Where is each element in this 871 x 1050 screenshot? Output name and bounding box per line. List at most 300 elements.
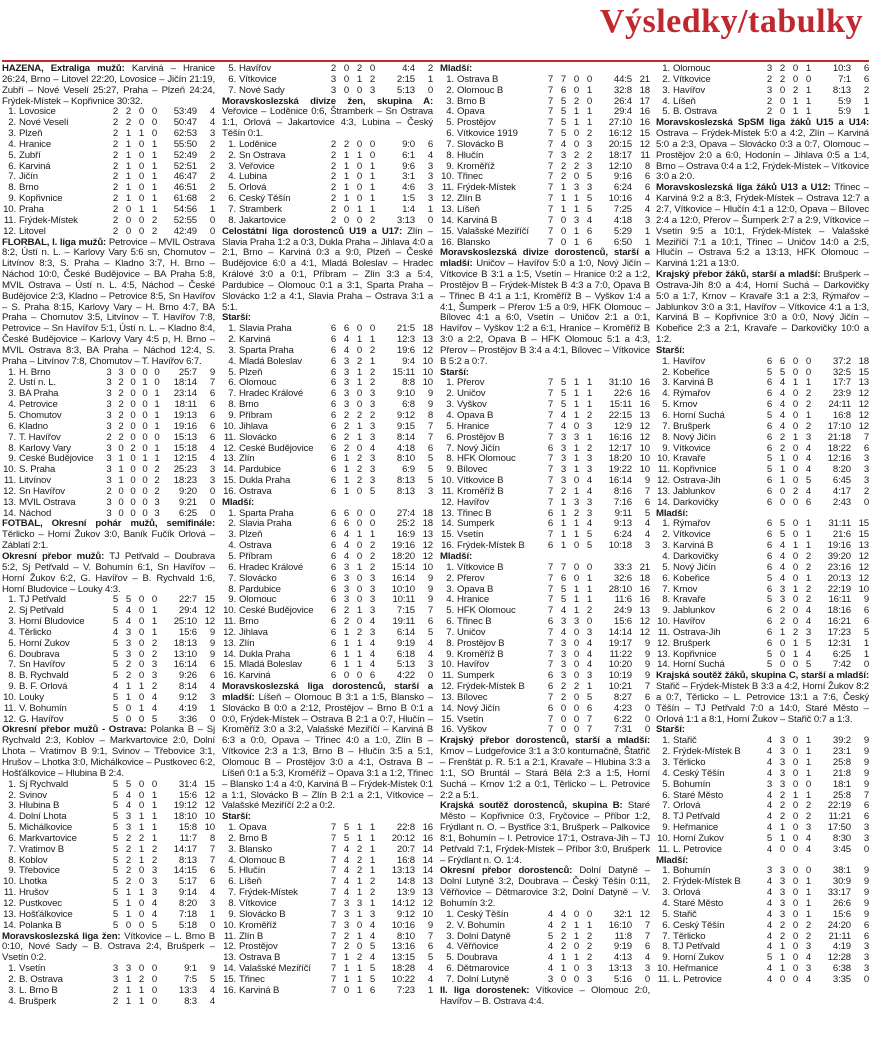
score-cell: 21:8 bbox=[832, 768, 851, 779]
team-name-cell: Bohumín bbox=[673, 779, 711, 790]
stat-cell: 2 bbox=[112, 161, 119, 172]
points-cell: 16 bbox=[422, 833, 433, 844]
stat-cell: 0 bbox=[142, 411, 148, 421]
table-row bbox=[2, 639, 215, 650]
table-row bbox=[222, 834, 433, 845]
stat-cell: 0 bbox=[779, 497, 786, 508]
points-cell: 3 bbox=[644, 964, 650, 975]
stat-cell: 3 bbox=[106, 476, 112, 487]
rank-cell: 10. bbox=[3, 692, 16, 703]
rank-cell: 3. bbox=[446, 584, 454, 595]
score-cell: 15:14 bbox=[391, 562, 415, 573]
stat-cell: 1 bbox=[792, 790, 799, 801]
rank-cell: 1. bbox=[662, 866, 670, 877]
stat-cell: 2 bbox=[330, 161, 337, 172]
rank-cell: 10. bbox=[657, 454, 670, 465]
table-row bbox=[222, 400, 433, 411]
stat-cell: 4 bbox=[586, 649, 593, 660]
team-name-cell: Ostrava bbox=[239, 486, 272, 497]
stat-cell: 2 bbox=[369, 551, 376, 562]
stat-cell: 3 bbox=[151, 888, 158, 899]
stat-cell: 0 bbox=[792, 465, 799, 476]
score-cell: 7:15 bbox=[396, 606, 415, 617]
table-row bbox=[2, 118, 215, 129]
stat-cell: 5 bbox=[586, 172, 593, 183]
stat-cell: 3 bbox=[343, 584, 350, 595]
stat-cell: 3 bbox=[573, 215, 580, 226]
score-cell: 6:14 bbox=[396, 627, 415, 638]
rank-cell: 7. bbox=[228, 85, 236, 96]
team-name-cell: Brušperk bbox=[19, 996, 57, 1007]
table-row bbox=[440, 671, 650, 682]
stat-cell: 1 bbox=[125, 194, 132, 205]
stat-cell: 2 bbox=[125, 877, 132, 888]
stat-cell: 1 bbox=[138, 823, 145, 834]
stat-cell: 5 bbox=[125, 595, 132, 606]
table-row bbox=[2, 650, 215, 661]
stat-cell: 7 bbox=[547, 562, 554, 573]
rank-cell: 5. bbox=[8, 411, 16, 421]
table-row bbox=[222, 986, 433, 997]
team-name-cell: V. Bohumín bbox=[19, 703, 67, 714]
rank-cell: 10. bbox=[441, 172, 454, 183]
score-cell: 7:23 bbox=[396, 985, 415, 996]
stat-cell: 0 bbox=[573, 74, 580, 85]
points-cell: 6 bbox=[863, 74, 869, 85]
score-cell: 16:11 bbox=[828, 595, 851, 606]
stat-cell: 3 bbox=[125, 823, 132, 834]
stat-cell: 0 bbox=[142, 367, 148, 378]
stat-cell: 3 bbox=[343, 909, 350, 920]
stat-cell: 0 bbox=[573, 541, 580, 552]
points-cell: 6 bbox=[209, 432, 215, 443]
table-row bbox=[656, 888, 869, 899]
stat-cell: 5 bbox=[112, 790, 119, 801]
points-cell: 15 bbox=[639, 129, 650, 140]
table-row bbox=[440, 595, 650, 606]
team-name-cell: Kroměříž B bbox=[457, 486, 504, 497]
table-row bbox=[2, 660, 215, 671]
score-cell: 10:16 bbox=[391, 920, 415, 931]
team-name-cell: Orlová bbox=[239, 183, 267, 194]
table-row bbox=[222, 476, 433, 487]
team-name-cell: Jihlava bbox=[239, 421, 268, 432]
stat-cell: 4 bbox=[586, 660, 593, 671]
rank-cell: 16. bbox=[441, 541, 454, 552]
score-cell: 12:9 bbox=[613, 421, 632, 432]
stat-cell: 7 bbox=[330, 823, 337, 834]
stat-cell: 0 bbox=[343, 64, 350, 74]
standings-table bbox=[222, 823, 433, 997]
stat-cell: 6 bbox=[547, 541, 554, 552]
rank-cell: 3. bbox=[446, 400, 454, 411]
points-cell: 0 bbox=[863, 497, 869, 508]
match-results-text: Těrlicko – Horní Žukov 3:0, Baník Fučík Orlová – Záblatí 2:1. bbox=[2, 529, 215, 552]
stat-cell: 6 bbox=[330, 671, 337, 682]
stat-cell: 6 bbox=[547, 703, 554, 714]
rank-cell: 1. bbox=[228, 508, 236, 519]
stat-cell: 3 bbox=[779, 758, 786, 768]
stat-cell: 0 bbox=[573, 638, 580, 649]
table-row bbox=[222, 465, 433, 476]
stat-cell: 2 bbox=[343, 931, 350, 942]
points-cell: 6 bbox=[863, 812, 869, 823]
stat-cell: 6 bbox=[779, 356, 786, 367]
stat-cell: 4 bbox=[766, 942, 773, 953]
stat-cell: 7 bbox=[330, 974, 337, 985]
table-row bbox=[440, 151, 650, 162]
rank-cell: 10. bbox=[657, 833, 670, 844]
team-name-cell: Pardubice bbox=[239, 584, 281, 595]
competition-heading: II. liga dorostenek: bbox=[440, 984, 530, 996]
standings-table bbox=[222, 140, 433, 227]
stat-cell: 1 bbox=[779, 627, 786, 638]
rank-cell: 15. bbox=[441, 714, 454, 725]
stat-cell: 4 bbox=[766, 974, 773, 985]
points-cell: 3 bbox=[863, 942, 869, 953]
stat-cell: 4 bbox=[766, 898, 773, 909]
team-name-cell: Krnov bbox=[673, 584, 698, 595]
table-row bbox=[440, 585, 650, 596]
stat-cell: 1 bbox=[356, 638, 363, 649]
stat-cell: 2 bbox=[118, 389, 124, 400]
score-cell: 21:11 bbox=[828, 931, 851, 942]
points-cell: 2 bbox=[427, 64, 433, 74]
table-row bbox=[2, 400, 215, 411]
stat-cell: 1 bbox=[792, 649, 799, 660]
team-name-cell: Slovácko B bbox=[457, 139, 504, 150]
stat-cell: 5 bbox=[112, 801, 119, 812]
table-row bbox=[656, 791, 869, 802]
stat-cell: 2 bbox=[779, 931, 786, 942]
stat-cell: 5 bbox=[547, 931, 554, 942]
stat-cell: 2 bbox=[343, 432, 350, 443]
stat-cell: 0 bbox=[573, 562, 580, 573]
table-row bbox=[2, 194, 215, 205]
points-cell: 13 bbox=[858, 541, 869, 552]
score-cell: 16:8 bbox=[832, 411, 851, 421]
score-cell: 4:19 bbox=[832, 942, 851, 953]
score-cell: 22:15 bbox=[608, 411, 632, 421]
team-name-cell: Líšeň bbox=[457, 204, 480, 215]
points-cell: 1 bbox=[427, 74, 433, 85]
stat-cell: 4 bbox=[125, 790, 132, 801]
score-cell: 25:10 bbox=[173, 617, 197, 628]
score-cell: 9:15 bbox=[396, 421, 415, 432]
rank-cell: 12. bbox=[3, 898, 16, 909]
stat-cell: 2 bbox=[369, 877, 376, 888]
table-row bbox=[656, 476, 869, 487]
score-cell: 42:49 bbox=[173, 226, 197, 237]
stat-cell: 2 bbox=[779, 606, 786, 617]
points-cell: 3 bbox=[863, 465, 869, 476]
stat-cell: 6 bbox=[766, 486, 773, 497]
points-cell: 5 bbox=[209, 974, 215, 985]
stat-cell: 1 bbox=[805, 898, 812, 909]
stat-cell: 3 bbox=[369, 400, 376, 411]
points-cell: 6 bbox=[863, 617, 869, 628]
score-cell: 37:2 bbox=[832, 356, 851, 367]
points-cell: 7 bbox=[863, 790, 869, 801]
rank-cell: 11. bbox=[441, 486, 454, 497]
stat-cell: 0 bbox=[779, 649, 786, 660]
stat-cell: 3 bbox=[343, 898, 350, 909]
stat-cell: 5 bbox=[112, 595, 119, 606]
score-cell: 14:17 bbox=[173, 844, 197, 855]
stat-cell: 6 bbox=[330, 606, 337, 617]
stat-cell: 3 bbox=[805, 432, 812, 443]
score-cell: 18:23 bbox=[173, 476, 197, 487]
points-cell: 6 bbox=[209, 411, 215, 421]
rank-cell: 5. bbox=[662, 400, 670, 411]
points-cell: 10 bbox=[422, 909, 433, 920]
table-row bbox=[656, 86, 869, 97]
stat-cell: 0 bbox=[586, 562, 593, 573]
points-cell: 18 bbox=[858, 356, 869, 367]
table-row bbox=[222, 964, 433, 975]
table-row bbox=[656, 801, 869, 812]
stat-cell: 0 bbox=[142, 497, 148, 508]
stat-cell: 0 bbox=[343, 85, 350, 96]
team-name-cell: Kravaře bbox=[673, 595, 706, 606]
stat-cell: 6 bbox=[330, 660, 337, 671]
stat-cell: 2 bbox=[356, 866, 363, 877]
stat-cell: 0 bbox=[356, 942, 363, 953]
stat-cell: 7 bbox=[547, 226, 554, 237]
team-name-cell: TJ Petřvald bbox=[673, 812, 720, 823]
stat-cell: 0 bbox=[560, 703, 567, 714]
stat-cell: 5 bbox=[560, 96, 567, 107]
points-cell: 9 bbox=[209, 627, 215, 638]
results-paragraph bbox=[2, 932, 215, 965]
standings-table bbox=[2, 595, 215, 725]
rank-cell: 8. bbox=[228, 898, 236, 909]
score-cell: 25:8 bbox=[832, 790, 851, 801]
stat-cell: 1 bbox=[573, 454, 580, 465]
team-name-cell: Český Těšín bbox=[457, 909, 509, 920]
rank-cell: 14. bbox=[441, 519, 454, 530]
stat-cell: 0 bbox=[573, 964, 580, 975]
stat-cell: 0 bbox=[142, 389, 148, 400]
stat-cell: 4 bbox=[766, 909, 773, 920]
stat-cell: 0 bbox=[586, 617, 593, 628]
stat-cell: 1 bbox=[356, 150, 363, 161]
stat-cell: 1 bbox=[151, 627, 158, 638]
points-cell: 12 bbox=[639, 627, 650, 638]
stat-cell: 2 bbox=[356, 844, 363, 855]
score-cell: 9:20 bbox=[178, 486, 197, 497]
stat-cell: 3 bbox=[560, 638, 567, 649]
stat-cell: 1 bbox=[805, 411, 812, 421]
stat-cell: 0 bbox=[792, 747, 799, 758]
stat-cell: 3 bbox=[560, 432, 567, 443]
table-row bbox=[656, 530, 869, 541]
team-name-cell: Třinec bbox=[457, 172, 483, 183]
stat-cell: 1 bbox=[586, 584, 593, 595]
stat-cell: 0 bbox=[356, 85, 363, 96]
score-cell: 4:18 bbox=[396, 443, 415, 454]
table-row bbox=[656, 444, 869, 455]
stat-cell: 6 bbox=[369, 985, 376, 996]
score-cell: 33:3 bbox=[613, 562, 632, 573]
score-cell: 15:11 bbox=[392, 367, 415, 378]
points-cell: 7 bbox=[209, 855, 215, 866]
points-cell: 12 bbox=[422, 541, 433, 552]
team-name-cell: Prostějov B bbox=[457, 638, 505, 649]
stat-cell: 2 bbox=[805, 551, 812, 562]
points-cell: 0 bbox=[863, 660, 869, 671]
stat-cell: 5 bbox=[112, 606, 119, 617]
score-cell: 19:17 bbox=[608, 638, 632, 649]
team-name-cell: Sn Ostrava bbox=[239, 150, 286, 161]
rank-cell: 10. bbox=[441, 476, 454, 487]
stat-cell: 0 bbox=[573, 421, 580, 432]
points-cell: 4 bbox=[644, 204, 650, 215]
points-cell: 9 bbox=[863, 866, 869, 877]
stat-cell: 0 bbox=[356, 161, 363, 172]
table-row bbox=[2, 780, 215, 791]
stat-cell: 5 bbox=[112, 920, 119, 931]
stat-cell: 1 bbox=[573, 530, 580, 541]
points-cell: 12 bbox=[204, 617, 215, 628]
stat-cell: 1 bbox=[125, 888, 132, 899]
stat-cell: 1 bbox=[586, 595, 593, 606]
stat-cell: 5 bbox=[560, 378, 567, 389]
stat-cell: 1 bbox=[779, 953, 786, 964]
stat-cell: 4 bbox=[766, 812, 773, 823]
points-cell: 1 bbox=[863, 107, 869, 118]
team-name-cell: Kroměříž bbox=[457, 161, 495, 172]
rank-cell: 4. bbox=[8, 400, 16, 411]
stat-cell: 7 bbox=[547, 107, 554, 118]
table-row bbox=[2, 205, 215, 216]
stat-cell: 5 bbox=[586, 194, 593, 205]
rank-cell: 9. bbox=[446, 465, 454, 476]
points-cell: 5 bbox=[644, 508, 650, 519]
team-name-cell: Mladá Boleslav bbox=[239, 356, 302, 367]
table-row bbox=[2, 693, 215, 704]
points-cell: 10 bbox=[204, 812, 215, 823]
stat-cell: 1 bbox=[805, 747, 812, 758]
stat-cell: 0 bbox=[805, 866, 812, 877]
table-row bbox=[656, 812, 869, 823]
team-name-cell: Orlová bbox=[673, 888, 701, 899]
team-name-cell: Šumperk bbox=[457, 519, 495, 530]
stat-cell: 3 bbox=[106, 378, 112, 389]
table-row bbox=[222, 910, 433, 921]
rank-cell: 3. bbox=[228, 345, 236, 356]
points-cell: 7 bbox=[863, 432, 869, 443]
stat-cell: 7 bbox=[330, 931, 337, 942]
standings-table bbox=[656, 357, 869, 509]
team-name-cell: Nový Jičín bbox=[457, 703, 500, 714]
team-name-cell: L. Brno B bbox=[19, 985, 58, 996]
stat-cell: 3 bbox=[779, 909, 786, 920]
score-cell: 19:16 bbox=[827, 541, 851, 552]
stat-cell: 3 bbox=[766, 64, 773, 74]
stat-cell: 1 bbox=[560, 530, 567, 541]
stat-cell: 3 bbox=[151, 671, 158, 682]
stat-cell: 5 bbox=[112, 779, 119, 790]
stat-cell: 0 bbox=[792, 389, 799, 400]
rank-cell: 4. bbox=[8, 627, 16, 638]
rank-cell: 12. bbox=[657, 476, 670, 487]
team-name-cell: Lhotka bbox=[19, 877, 47, 888]
rank-cell: 13. bbox=[3, 909, 16, 920]
stat-cell: 1 bbox=[356, 888, 363, 899]
standings-table bbox=[656, 866, 869, 985]
points-cell: 6 bbox=[427, 617, 433, 628]
score-cell: 21:18 bbox=[827, 432, 851, 443]
stat-cell: 1 bbox=[356, 562, 363, 573]
points-cell: 7 bbox=[427, 931, 433, 942]
stat-cell: 3 bbox=[125, 627, 132, 638]
results-paragraph bbox=[656, 671, 869, 725]
stat-cell: 5 bbox=[766, 465, 773, 476]
score-cell: 7:42 bbox=[832, 660, 851, 671]
stat-cell: 2 bbox=[586, 129, 593, 140]
team-name-cell: Stařič bbox=[673, 736, 697, 747]
stat-cell: 3 bbox=[125, 964, 132, 975]
score-cell: 12:16 bbox=[827, 454, 851, 465]
match-results-text: Uničov – Havířov 5:0 a 1:0, Nový Jičín – Vítkovice B 3:1 a 1:5, Vsetín – Hranice 0:2 a 1:2, Prostějov B – Frýdek-Místek B 4:3 a 7:0, Opava B – Třinec B 4:1 a 1:1, Kroměříž B – Vyškov 1:4 a 4:1, Šumperk – Přerov 1:5 a 0:9, HFK Olomouc – Bílovec 4:1 a 6:0, Vsetín – Uničov 2:1 a 0:1, Havířov – Vyškov 1:2 a 6:1, Hranice – Kroměříž B 3:0 a 2:2, Opava B – HFK Olomouc 5:1 a 4:3, Přerov – Prostějov B 3:4 a 4:1, Bílovec – Vítkovice B 5:2 a 0:7. bbox=[440, 258, 650, 367]
score-cell: 8:20 bbox=[832, 465, 851, 476]
stat-cell: 1 bbox=[805, 107, 812, 118]
team-name-cell: Frýdek-Místek B bbox=[457, 682, 525, 693]
stat-cell: 7 bbox=[547, 486, 554, 497]
team-name-cell: Šumperk bbox=[457, 671, 495, 682]
stat-cell: 3 bbox=[586, 508, 593, 519]
points-cell: 13 bbox=[422, 888, 433, 899]
rank-cell: 8. bbox=[662, 942, 670, 953]
score-cell: 6:45 bbox=[832, 476, 851, 487]
standings-table bbox=[2, 780, 215, 932]
stat-cell: 7 bbox=[586, 714, 593, 725]
table-row bbox=[222, 444, 433, 455]
stat-cell: 3 bbox=[779, 595, 786, 606]
team-name-cell: Doubrava bbox=[457, 953, 498, 964]
stat-cell: 5 bbox=[779, 519, 786, 530]
stat-cell: 6 bbox=[766, 378, 773, 389]
table-row bbox=[656, 552, 869, 563]
score-cell: 8:3 bbox=[184, 996, 197, 1007]
rank-cell: 9. bbox=[662, 953, 670, 964]
team-name-cell: Kopřivnice bbox=[673, 465, 717, 476]
score-cell: 21:5 bbox=[396, 324, 415, 335]
team-name-cell: Rýmařov bbox=[673, 389, 711, 400]
stat-cell: 7 bbox=[330, 888, 337, 899]
points-cell: 1 bbox=[863, 96, 869, 107]
points-cell: 5 bbox=[427, 465, 433, 476]
stat-cell: 6 bbox=[766, 400, 773, 411]
score-cell: 32:8 bbox=[613, 85, 632, 96]
stat-cell: 0 bbox=[792, 606, 799, 617]
stat-cell: 3 bbox=[369, 909, 376, 920]
team-name-cell: Hrušov bbox=[19, 888, 49, 899]
stat-cell: 2 bbox=[560, 172, 567, 183]
stat-cell: 0 bbox=[151, 964, 158, 975]
stat-cell: 0 bbox=[792, 768, 799, 779]
stat-cell: 1 bbox=[560, 964, 567, 975]
stat-cell: 3 bbox=[125, 812, 132, 823]
points-cell: 2 bbox=[863, 486, 869, 497]
stat-cell: 2 bbox=[792, 627, 799, 638]
rank-cell: 14. bbox=[223, 649, 236, 660]
stat-cell: 0 bbox=[560, 226, 567, 237]
stat-cell: 5 bbox=[560, 595, 567, 606]
table-row bbox=[2, 498, 215, 509]
stat-cell: 7 bbox=[330, 920, 337, 931]
